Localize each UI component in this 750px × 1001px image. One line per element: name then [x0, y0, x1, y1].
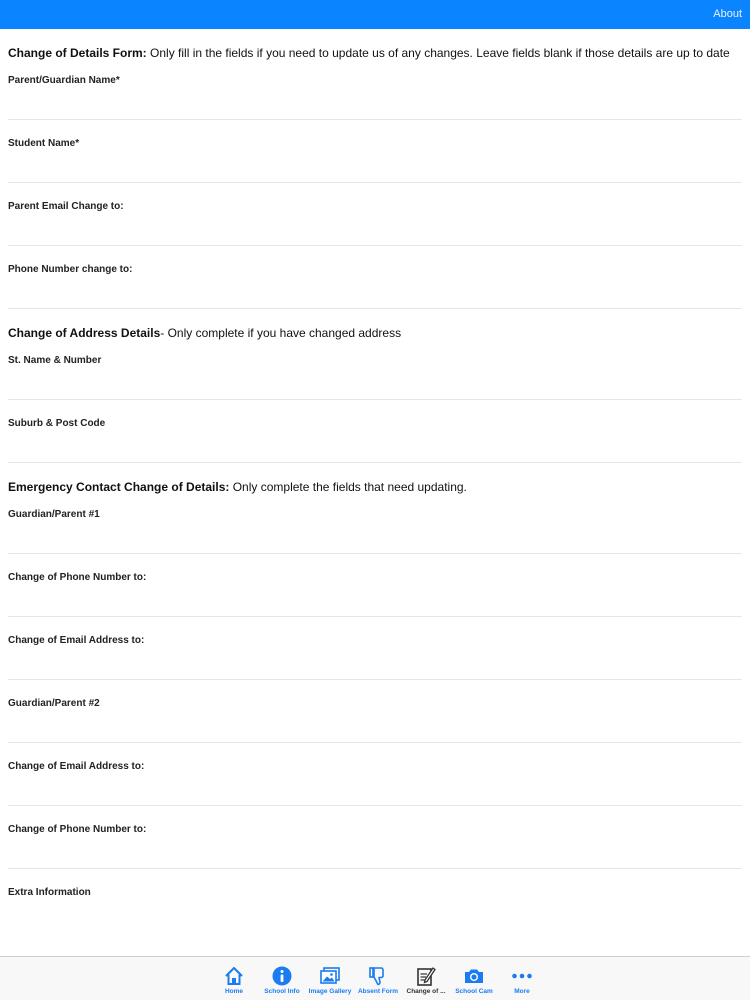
- field-label: Guardian/Parent #1: [8, 509, 100, 520]
- guardian-2-phone-field: [8, 806, 742, 869]
- emergency-section-heading: [0, 463, 750, 494]
- thumbs-down-icon: [367, 965, 389, 987]
- phone-number-field: [8, 246, 742, 309]
- guardian-1-email-input[interactable]: [8, 651, 742, 675]
- tab-label: Change of ...: [406, 988, 446, 995]
- field-label: Change of Email Address to:: [8, 635, 145, 646]
- guardian-1-email-field: [8, 617, 742, 680]
- parent-email-input[interactable]: [8, 217, 742, 241]
- tab-label: Image Gallery: [308, 988, 352, 995]
- parent-guardian-name-field: [8, 57, 742, 120]
- about-button[interactable]: About: [713, 8, 742, 20]
- change-of-details-form: [0, 29, 750, 956]
- guardian-1-phone-input[interactable]: [8, 588, 742, 612]
- field-label: Guardian/Parent #2: [8, 698, 100, 709]
- suburb-postcode-input[interactable]: [8, 434, 742, 458]
- camera-icon: [463, 965, 485, 987]
- field-label: Parent/Guardian Name*: [8, 75, 120, 86]
- street-name-field: [8, 337, 742, 400]
- tab-image-gallery[interactable]: [306, 957, 354, 1001]
- field-label: Extra Information: [8, 887, 91, 898]
- emergency-section-title: Emergency Contact Change of Details:: [8, 480, 230, 494]
- tab-change-of-details[interactable]: [402, 957, 450, 1001]
- field-label: Phone Number change to:: [8, 264, 133, 275]
- tab-school-cam[interactable]: [450, 957, 498, 1001]
- field-label: Student Name*: [8, 138, 80, 149]
- top-navigation-bar: [0, 0, 750, 29]
- info-icon: [271, 965, 293, 987]
- field-label: Change of Phone Number to:: [8, 824, 147, 835]
- address-section-heading: [0, 309, 750, 340]
- bottom-tab-bar: [0, 956, 750, 1000]
- student-name-field: [8, 120, 742, 183]
- tab-label: Home: [224, 988, 244, 995]
- address-section-text: - Only complete if you have changed address: [160, 326, 402, 340]
- form-intro-title: Change of Details Form:: [8, 46, 147, 60]
- edit-form-icon: [415, 965, 437, 987]
- address-section-title: Change of Address Details: [8, 326, 161, 340]
- tab-label: More: [514, 988, 530, 995]
- field-label: Suburb & Post Code: [8, 418, 106, 429]
- guardian-1-phone-field: [8, 554, 742, 617]
- phone-number-input[interactable]: [8, 280, 742, 304]
- field-label: St. Name & Number: [8, 355, 102, 366]
- tab-label: School Info: [264, 988, 300, 995]
- parent-email-field: [8, 183, 742, 246]
- guardian-2-input[interactable]: [8, 714, 742, 738]
- guardian-2-phone-input[interactable]: [8, 840, 742, 864]
- field-label: Change of Email Address to:: [8, 761, 145, 772]
- gallery-icon: [319, 965, 341, 987]
- form-intro-text: Only fill in the fields if you need to update us of any changes. Leave fields blank if those details are up to date: [146, 46, 730, 60]
- suburb-postcode-field: [8, 400, 742, 463]
- extra-information-field: [8, 869, 742, 932]
- field-label: Change of Phone Number to:: [8, 572, 147, 583]
- field-label: Parent Email Change to:: [8, 201, 124, 212]
- guardian-2-field: [8, 680, 742, 743]
- tab-home[interactable]: [210, 957, 258, 1001]
- guardian-1-field: [8, 491, 742, 554]
- home-icon: [223, 965, 245, 987]
- street-name-input[interactable]: [8, 371, 742, 395]
- tab-more[interactable]: [498, 957, 546, 1001]
- emergency-section-text: Only complete the fields that need updating.: [229, 480, 467, 494]
- parent-guardian-name-input[interactable]: [8, 91, 742, 115]
- tab-school-info[interactable]: [258, 957, 306, 1001]
- more-icon: [511, 965, 533, 987]
- guardian-2-email-field: [8, 743, 742, 806]
- tab-absent-form[interactable]: [354, 957, 402, 1001]
- guardian-2-email-input[interactable]: [8, 777, 742, 801]
- student-name-input[interactable]: [8, 154, 742, 178]
- form-intro: [0, 29, 750, 60]
- guardian-1-input[interactable]: [8, 525, 742, 549]
- tab-label: School Cam: [455, 988, 493, 995]
- tab-label: Absent Form: [357, 988, 399, 995]
- extra-information-input[interactable]: [8, 903, 742, 927]
